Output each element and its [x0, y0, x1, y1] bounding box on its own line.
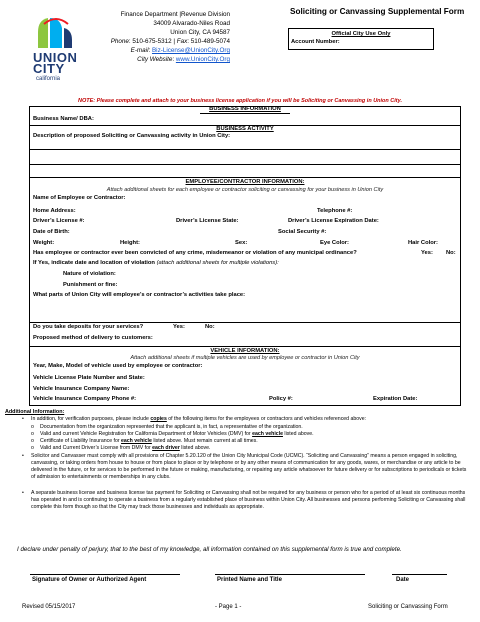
sex-field[interactable]: Sex:: [235, 240, 248, 246]
additional-bullet-1: • In addition, for verification purposes, please include copies of the following items for the employees or contractors and vehicles referenced above:: [22, 416, 367, 422]
deposits-question: Do you take deposits for your services?: [33, 324, 144, 330]
vehicle-info-subtitle: Attach additional sheets if multiple vehicles are used by employee or contractor in Union City: [130, 355, 360, 361]
delivery-method-field[interactable]: Proposed method of delivery to customers:: [33, 335, 153, 341]
account-number-field[interactable]: Account Number:: [291, 39, 340, 45]
footer-form-name: Soliciting or Canvassing Form: [368, 604, 448, 610]
hair-color-field[interactable]: Hair Color:: [408, 240, 438, 246]
punishment-field[interactable]: Punishment or fine:: [63, 282, 118, 288]
telephone-field[interactable]: Telephone #:: [317, 208, 353, 214]
signature-field[interactable]: Signature of Owner or Authorized Agent: [32, 577, 147, 583]
height-field[interactable]: Height:: [120, 240, 140, 246]
declaration-text: I declare under penalty of perjury, that to the best of my knowledge, all information contained on this supplemental form is true and complete.: [17, 546, 402, 553]
nature-of-violation-field[interactable]: Nature of violation:: [63, 271, 116, 277]
policy-number-field[interactable]: Policy #:: [269, 396, 293, 402]
conviction-question: Has employee or contractor ever been convicted of any crime, misdemeanor or violation of any municipal ordinance?: [33, 250, 357, 256]
additional-subitem-3: o Certificate of Liability Insurance for each vehicle listed above. Must remain current at all times.: [31, 438, 258, 444]
additional-subitem-4: o Valid and Current Driver’s License from DMV for each driver listed above.: [31, 445, 211, 451]
employee-info-subtitle: Attach additional sheets for each employee or contractor soliciting or canvassing for your business in Union City: [106, 187, 384, 193]
business-info-header: BUSINESS INFORMATION: [209, 106, 281, 112]
eye-color-field[interactable]: Eye Color:: [320, 240, 349, 246]
dl-expiration-field[interactable]: Driver’s License Expiration Date:: [288, 218, 379, 224]
insurance-phone-field[interactable]: Vehicle Insurance Company Phone #:: [33, 396, 137, 402]
additional-bullet-3: • A separate business license and business license tax payment for Soliciting or Canvassing shall not be required for any business or person who for a period of at least six continuous months has operated in and is continuing to operate a business from a regularly established place of business within Union City. All businesses and persons performing Soliciting or Canvassing shall complete this form though so that the City may track those businesses and individuals as appropriate.: [22, 490, 466, 510]
form-frame: [29, 106, 461, 406]
conviction-no-checkbox[interactable]: No:: [446, 250, 456, 256]
home-address-field[interactable]: Home Address:: [33, 208, 76, 214]
deposits-yes-checkbox[interactable]: Yes:: [173, 324, 185, 330]
ssn-field[interactable]: Social Security #:: [278, 229, 327, 235]
business-activity-header: BUSINESS ACTIVITY: [216, 126, 274, 132]
dob-field[interactable]: Date of Birth:: [33, 229, 70, 235]
logo-subtitle: california: [36, 76, 61, 82]
website-link[interactable]: www.UnionCity.Org: [175, 56, 230, 63]
expiration-date-field[interactable]: Expiration Date:: [373, 396, 418, 402]
conviction-yes-checkbox[interactable]: Yes:: [421, 250, 433, 256]
business-name-field[interactable]: Business Name/ DBA:: [33, 116, 94, 122]
vehicle-ymm-field[interactable]: Year, Make, Model of vehicle used by employee or contractor:: [33, 363, 203, 369]
date-field[interactable]: Date: [396, 577, 410, 583]
insurance-company-field[interactable]: Vehicle Insurance Company Name:: [33, 386, 130, 392]
logo-wordmark: UNION CITY: [33, 50, 78, 76]
weight-field[interactable]: Weight:: [33, 240, 55, 246]
employee-name-field[interactable]: Name of Employee or Contractor:: [33, 195, 126, 201]
additional-bullet-2: • Solicitor and Canvasser must comply with all provisions of Chapter 5.20.120 of the Union City Municipal Code (UCMC). “Soliciting and Canvassing” means a person engaged in soliciting, canvassing, or taking orders from house to house or from place to place or by telephone or by any other means of communication for any goods, wares, or merchandise or any article to be delivered in the future, or for services to be performed in the future or making, manufacturing, or repairing any article whatsoever for future delivery or for subscriptions to periodicals or tickets of admission to entertainments or memberships in any clubs.: [22, 453, 467, 480]
drivers-license-field[interactable]: Driver’s License #:: [33, 218, 85, 224]
address-block: Finance Department |Revenue Division 34009 Alvarado-Niles Road Union City, CA 94587 Phone: 510-675-5312 | Fax: 510-489-5074 E-mail: Biz-License@UnionCity.Org City Website: www.UnionCity.Org: [110, 11, 230, 63]
email-link[interactable]: Biz-License@UnionCity.Org: [151, 47, 230, 54]
additional-subitem-2: o Valid and current Vehicle Registration for California Department of Motor Vehicles (DMV) for each vehicle listed above.: [31, 431, 314, 437]
additional-subitem-1: o Documentation from the organization represented that the applicant is, in fact, a representative of the organization.: [31, 424, 303, 430]
note-text: NOTE: Please complete and attach to your business license application if you will be Soliciting or Canvassing in Union City.: [77, 98, 403, 104]
vehicle-info-header: VEHICLE INFORMATION:: [210, 348, 280, 354]
activity-locations-field[interactable]: What parts of Union City will employee’s or contractor’s activities take place:: [33, 292, 246, 298]
vehicle-plate-field[interactable]: Vehicle License Plate Number and State:: [33, 375, 145, 381]
employee-info-header: EMPLOYEE/CONTRACTOR INFORMATION:: [185, 179, 305, 185]
office-use-box: Official City Use Only Account Number:: [288, 28, 434, 50]
deposits-no-checkbox[interactable]: No:: [205, 324, 215, 330]
additional-info-title: Additional Information:: [5, 409, 65, 415]
printed-name-field[interactable]: Printed Name and Title: [217, 577, 282, 583]
activity-description-field[interactable]: Description of proposed Soliciting or Canvassing activity in Union City:: [33, 133, 231, 139]
dl-state-field[interactable]: Driver’s License State:: [176, 218, 239, 224]
form-title: Soliciting or Canvassing Supplemental Form: [290, 7, 465, 16]
violation-details-field[interactable]: If Yes, indicate date and location of violation (attach additional sheets for multiple violations):: [33, 260, 279, 266]
page-number: - Page 1 -: [215, 604, 242, 610]
revised-date: Revised 05/15/2017: [22, 604, 76, 610]
